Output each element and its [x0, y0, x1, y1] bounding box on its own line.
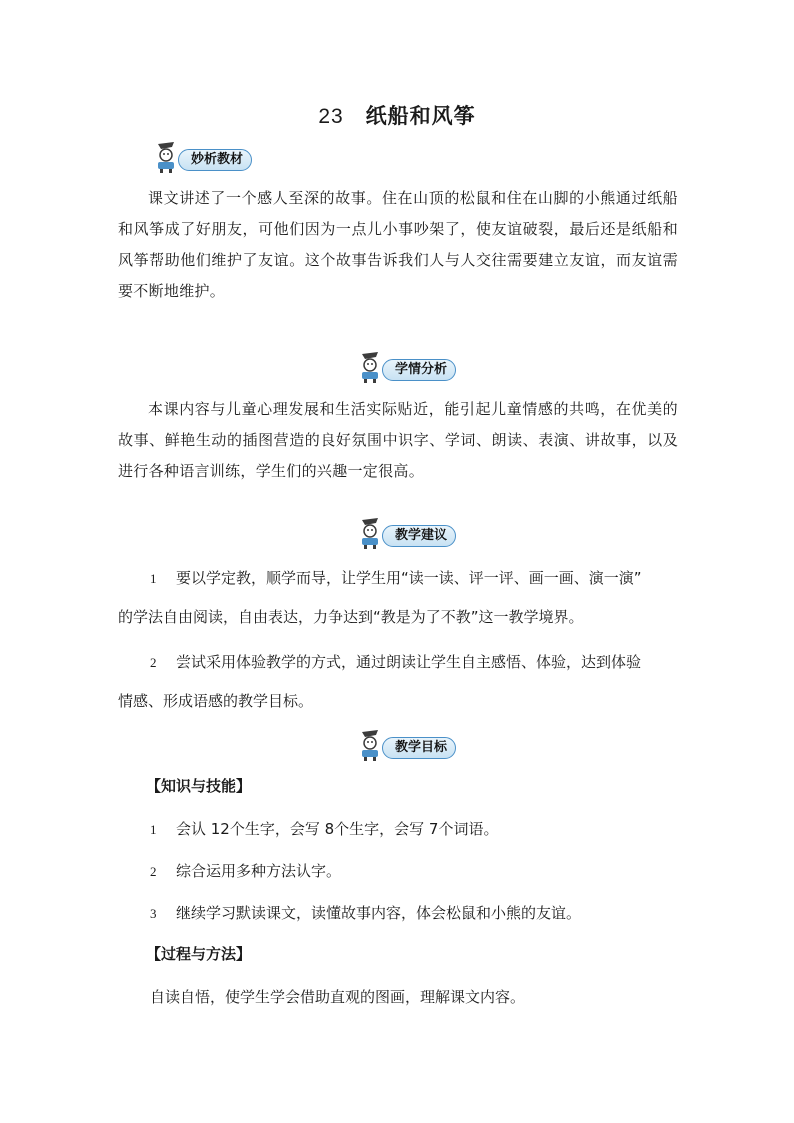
item-text: 会认 12个生字，会写 8个生字，会写 7个词语。	[176, 820, 499, 838]
goal-item	[150, 814, 720, 845]
item-number: 2	[150, 864, 157, 879]
subheading-process: 【过程与方法】	[146, 945, 252, 963]
item-number: 1	[150, 822, 157, 837]
item-number: 2	[150, 655, 157, 670]
lesson-number: 23	[318, 105, 344, 128]
item-text: 综合运用多种方法认字。	[176, 862, 342, 880]
process-text: 自读自悟，使学生学会借助直观的图画，理解课文内容。	[150, 988, 526, 1006]
subheading-knowledge: 【知识与技能】	[146, 777, 252, 795]
suggestion-1-line-1	[150, 563, 720, 594]
page-title	[0, 100, 794, 130]
section-heading: 学情分析	[382, 359, 456, 381]
section-heading: 妙析教材	[178, 149, 252, 171]
suggestion-2-line-2: 情感、形成语感的教学目标。	[118, 692, 314, 710]
item-text: 要以学定教，顺学而导，让学生用“读一读、评一评、画一画、演一演”	[176, 569, 642, 587]
item-text: 继续学习默读课文，读懂故事内容，体会松鼠和小熊的友谊。	[176, 904, 582, 922]
section-body: 课文讲述了一个感人至深的故事。住在山顶的松鼠和住在山脚的小熊通过纸船和风筝成了好朋友，可他们因为一点儿小事吵架了，使友谊破裂，最后还是纸船和风筝帮助他们维护了友谊。这个故事告诉我们人与人交往需要建立友谊，而友谊需要不断地维护。	[118, 189, 678, 300]
item-number: 3	[150, 906, 157, 921]
suggestion-2-line-1	[150, 647, 720, 678]
lesson-title: 纸船和风筝	[365, 104, 476, 128]
section-heading: 教学建议	[382, 525, 456, 547]
item-text: 尝试采用体验教学的方式，通过朗读让学生自主感悟、体验，达到体验	[176, 653, 642, 671]
goal-item	[150, 856, 720, 887]
item-number: 1	[150, 571, 157, 586]
goal-item	[150, 898, 720, 929]
section-body: 本课内容与儿童心理发展和生活实际贴近，能引起儿童情感的共鸣，在优美的故事、鲜艳生动的插图营造的良好氛围中识字、学词、朗读、表演、讲故事，以及进行各种语言训练，学生们的兴趣一定很高。	[118, 400, 678, 480]
section-heading: 教学目标	[382, 737, 456, 759]
suggestion-1-line-2: 的学法自由阅读，自由表达，力争达到“教是为了不教”这一教学境界。	[118, 608, 584, 626]
